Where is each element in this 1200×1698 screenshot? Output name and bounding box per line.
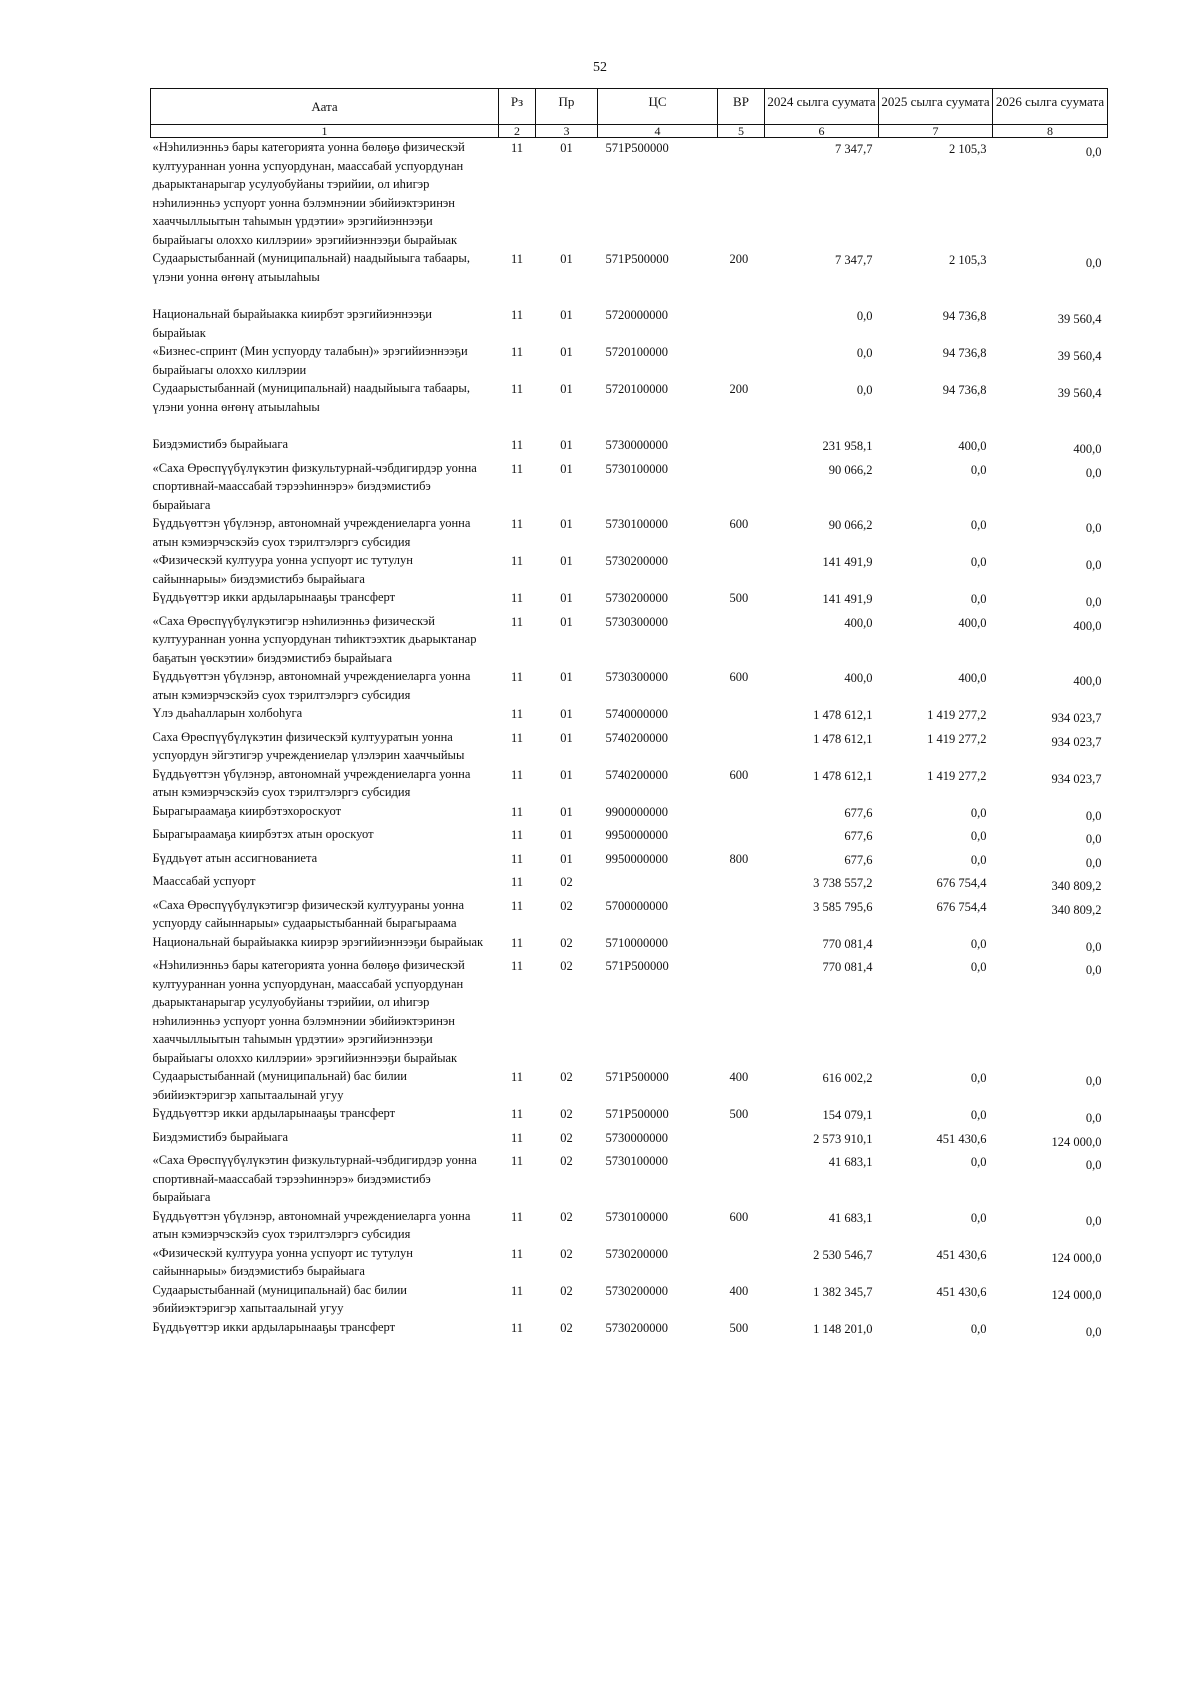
row-vr: 600 <box>729 1209 749 1224</box>
table-row <box>151 896 1108 933</box>
column-number: 8 <box>993 125 1108 138</box>
row-vr <box>718 933 765 957</box>
row-2026: 934 023,7 <box>1051 711 1102 725</box>
row-cs: 5730200000 <box>605 1246 668 1261</box>
row-vr: 500 <box>729 1320 749 1335</box>
row-2026: 39 560,4 <box>1057 386 1102 400</box>
row-name: Национальнай бырайыакка киирбэт эрэгийиэннээҕи бырайыак <box>152 307 432 340</box>
row-rz: 11 <box>510 252 524 266</box>
column-number: 4 <box>598 125 718 138</box>
row-2024: 7 347,7 <box>835 253 873 267</box>
row-2025: 676 754,4 <box>936 899 987 914</box>
row-2026: 0,0 <box>1085 855 1102 870</box>
row-name: «Саха Өрөспүүбүлүкэтигэр физическэй култуураны уонна успуорду сайыннарыы» судаарыстыбаннай бырагыраама <box>152 897 465 930</box>
row-rz: 11 <box>510 851 524 866</box>
row-name: Бырагыраамаҕа киирбэтэхороскуот <box>152 803 342 818</box>
row-2025: 0,0 <box>970 555 987 569</box>
row-2026: 39 560,4 <box>1057 312 1102 326</box>
row-name: Үлэ дьаһалларын холбоһуга <box>152 706 303 720</box>
table-row <box>151 1281 1108 1318</box>
row-pr: 01 <box>560 670 573 684</box>
row-vr <box>718 704 765 728</box>
row-2024: 1 478 612,1 <box>813 768 873 783</box>
row-name: Бүддьүөттэр икки ардыларынааҕы трансферт <box>152 1106 396 1120</box>
row-2024: 400,0 <box>844 615 873 630</box>
row-rz: 11 <box>510 804 524 819</box>
row-cs: 571P500000 <box>605 141 669 155</box>
row-name: Бырагыраамаҕа киирбэтэх атын ороскуот <box>152 827 374 841</box>
row-name: «Саха Өрөспүүбүлүкэтин физкультурнай-чэбдигирдэр уонна спортивнай-маассабай тэрээһиннэрэ» биэдэмистибэ бырайыага <box>152 1153 477 1204</box>
table-row <box>151 667 1108 704</box>
row-cs: 5730300000 <box>605 614 668 629</box>
row-2026: 0,0 <box>1085 1111 1102 1125</box>
row-cs: 5730100000 <box>605 517 668 531</box>
table-header-row <box>151 89 1108 125</box>
table-row <box>151 379 1108 435</box>
row-2025: 94 736,8 <box>942 383 987 397</box>
row-vr: 800 <box>729 851 749 866</box>
row-name: Бүддьүөт атын ассигнованиета <box>152 850 318 865</box>
row-name: «Физическэй култуура уонна успуорт ис тутулун сайыннарыы» биэдэмистибэ бырайыага <box>152 553 413 586</box>
row-pr: 01 <box>560 308 573 322</box>
table-row <box>151 249 1108 305</box>
row-2024: 770 081,4 <box>822 960 873 974</box>
row-cs: 5720100000 <box>605 382 668 396</box>
row-2026: 0,0 <box>1085 1213 1102 1228</box>
row-rz: 11 <box>510 1154 524 1168</box>
table-row <box>151 825 1108 849</box>
row-2026: 0,0 <box>1085 558 1102 572</box>
row-name: Национальнай бырайыакка киирэр эрэгийиэннээҕи бырайыак <box>152 934 484 949</box>
row-2025: 0,0 <box>970 1321 987 1336</box>
row-cs: 5730100000 <box>605 1154 668 1168</box>
row-vr <box>718 956 765 1067</box>
table-row <box>151 514 1108 551</box>
row-name: «Физическэй култуура уонна успуорт ис тутулун сайыннарыы» биэдэмистибэ бырайыага <box>152 1245 413 1278</box>
table-row <box>151 728 1108 765</box>
row-vr <box>718 1244 765 1281</box>
row-2025: 94 736,8 <box>942 346 987 360</box>
row-2025: 451 430,6 <box>936 1284 987 1299</box>
row-2024: 1 382 345,7 <box>813 1284 873 1299</box>
row-rz: 11 <box>510 828 524 842</box>
row-2026: 124 000,0 <box>1051 1134 1102 1149</box>
row-pr: 01 <box>560 614 573 629</box>
header-pr: Пр <box>536 89 598 125</box>
row-vr <box>718 825 765 849</box>
row-2026: 0,0 <box>1085 832 1102 846</box>
table-row <box>151 1318 1108 1342</box>
row-2026: 0,0 <box>1085 939 1102 954</box>
row-pr: 02 <box>560 1070 573 1084</box>
row-cs: 5730000000 <box>605 438 668 452</box>
row-pr: 02 <box>560 898 573 913</box>
row-cs: 5740000000 <box>605 707 668 721</box>
table-row <box>151 849 1108 873</box>
row-name: Бүддьүөттэн үбүлэнэр, автономнай учреждениеларга уонна атын кэмиэрчэскэйэ суох тэрилтэлэргэ субсидия <box>152 1208 471 1241</box>
row-cs: 571P500000 <box>605 959 669 973</box>
row-name: Бүддьүөттэр икки ардыларынааҕы трансферт <box>152 590 396 604</box>
row-2026: 340 809,2 <box>1051 902 1102 917</box>
row-2024: 1 478 612,1 <box>813 708 873 722</box>
table-row <box>151 872 1108 896</box>
table-row <box>151 956 1108 1067</box>
row-2026: 0,0 <box>1085 521 1102 535</box>
column-number: 2 <box>499 125 536 138</box>
row-2025: 451 430,6 <box>936 1131 987 1146</box>
column-number: 5 <box>718 125 765 138</box>
row-pr: 01 <box>560 461 573 476</box>
row-2026: 0,0 <box>1085 963 1102 977</box>
row-cs: 5730200000 <box>605 1283 668 1298</box>
row-2024: 90 066,2 <box>828 518 873 532</box>
row-2026: 0,0 <box>1085 256 1102 270</box>
row-vr <box>718 896 765 933</box>
row-vr <box>718 802 765 826</box>
row-rz: 11 <box>510 959 524 973</box>
column-number: 3 <box>536 125 598 138</box>
row-pr: 02 <box>560 1283 573 1298</box>
row-vr <box>718 612 765 668</box>
row-2024: 3 585 795,6 <box>813 899 873 914</box>
row-cs <box>598 872 718 896</box>
row-cs: 5730200000 <box>605 1320 668 1335</box>
row-cs: 5740200000 <box>605 767 668 782</box>
row-pr: 01 <box>560 252 573 266</box>
header-name: Аата <box>151 89 499 125</box>
row-name: Судаарыстыбаннай (муниципальнай) бас билии эбийиэктэригэр хапытаалынай угуу <box>152 1282 407 1315</box>
row-2025: 0,0 <box>970 592 987 606</box>
table-row <box>151 612 1108 668</box>
row-rz: 11 <box>510 898 524 913</box>
row-name: Биэдэмистибэ бырайыага <box>152 437 289 451</box>
row-vr <box>718 342 765 379</box>
row-rz: 11 <box>510 438 524 452</box>
table-row <box>151 1151 1108 1207</box>
row-pr: 02 <box>560 1209 573 1224</box>
row-pr: 01 <box>560 382 573 396</box>
row-2025: 0,0 <box>970 829 987 843</box>
row-name: Бүддьүөттэн үбүлэнэр, автономнай учреждениеларга уонна атын кэмиэрчэскэйэ суох тэрилтэлэргэ субсидия <box>152 669 471 702</box>
row-2025: 0,0 <box>970 852 987 867</box>
header-vr: ВР <box>718 89 765 125</box>
row-vr: 200 <box>729 382 749 396</box>
table-body <box>151 138 1108 1342</box>
row-pr: 01 <box>560 438 573 452</box>
row-2024: 41 683,1 <box>828 1210 873 1225</box>
row-2025: 400,0 <box>958 439 987 453</box>
row-rz: 11 <box>510 461 524 476</box>
row-2025: 0,0 <box>970 518 987 532</box>
row-2024: 2 573 910,1 <box>813 1131 873 1146</box>
row-2025: 0,0 <box>970 1108 987 1122</box>
table-row <box>151 933 1108 957</box>
row-vr <box>718 1128 765 1152</box>
row-rz: 11 <box>510 614 524 629</box>
row-cs: 5730200000 <box>605 554 668 568</box>
row-2025: 0,0 <box>970 1071 987 1085</box>
row-vr <box>718 728 765 765</box>
column-number-row <box>151 125 1108 138</box>
row-name: «Саха Өрөспүүбүлүкэтигэр нэһилиэнньэ физическэй култуураннан уонна успуордунан тиһиктээхтик дьарыктанар баҕатын үөскэтии» биэдэмистибэ бырайыага <box>152 613 477 665</box>
row-vr <box>718 1151 765 1207</box>
row-vr <box>718 459 765 515</box>
row-2024: 770 081,4 <box>822 936 873 951</box>
row-2024: 677,6 <box>844 805 873 820</box>
row-2025: 2 105,3 <box>949 142 987 156</box>
row-cs: 9900000000 <box>605 804 668 819</box>
table-row <box>151 1207 1108 1244</box>
row-vr <box>718 305 765 342</box>
row-name: Бүддьүөттэн үбүлэнэр, автономнай учреждениеларга уонна атын кэмиэрчэскэйэ суох тэрилтэлэргэ субсидия <box>152 766 471 799</box>
row-2025: 1 419 277,2 <box>927 768 987 783</box>
row-rz: 11 <box>510 345 524 359</box>
row-pr: 02 <box>560 1154 573 1168</box>
row-2025: 400,0 <box>958 615 987 630</box>
row-pr: 02 <box>560 1130 573 1145</box>
row-2025: 0,0 <box>970 960 987 974</box>
row-rz: 11 <box>510 1130 524 1145</box>
row-2024: 7 347,7 <box>835 142 873 156</box>
row-pr: 02 <box>560 959 573 973</box>
row-2024: 0,0 <box>856 346 873 360</box>
row-2025: 2 105,3 <box>949 253 987 267</box>
row-cs: 9950000000 <box>605 851 668 866</box>
row-name: «Бизнес-спринт (Мин успуорду талабын)» эрэгийиэннээҕи бырайыагы олоххо киллэрии <box>152 344 468 377</box>
column-number: 1 <box>151 125 499 138</box>
row-2024: 3 738 557,2 <box>813 876 873 890</box>
row-pr: 02 <box>560 1320 573 1335</box>
row-rz: 11 <box>510 1320 524 1335</box>
row-pr: 01 <box>560 828 573 842</box>
row-vr: 400 <box>729 1070 749 1084</box>
row-2024: 2 530 546,7 <box>813 1247 873 1262</box>
row-vr <box>718 872 765 896</box>
row-name: Судаарыстыбаннай (муниципальнай) бас билии эбийиэктэригэр хапытаалынай угуу <box>152 1069 407 1102</box>
row-vr: 200 <box>729 252 749 266</box>
row-vr <box>718 138 765 250</box>
row-2025: 1 419 277,2 <box>927 708 987 722</box>
row-2025: 94 736,8 <box>942 309 987 323</box>
row-vr <box>718 435 765 459</box>
row-cs: 5730300000 <box>605 670 668 684</box>
row-vr: 600 <box>729 767 749 782</box>
row-pr: 01 <box>560 591 573 605</box>
row-cs: 5730100000 <box>605 1209 668 1224</box>
row-2026: 0,0 <box>1085 465 1102 480</box>
row-2026: 124 000,0 <box>1051 1287 1102 1302</box>
row-2024: 141 491,9 <box>822 592 873 606</box>
row-pr: 01 <box>560 707 573 721</box>
row-2025: 0,0 <box>970 936 987 951</box>
row-2026: 0,0 <box>1085 145 1102 159</box>
row-name: Бүддьүөттэр икки ардыларынааҕы трансферт <box>152 1319 396 1334</box>
row-2024: 400,0 <box>844 671 873 685</box>
row-pr: 01 <box>560 767 573 782</box>
column-number: 7 <box>879 125 993 138</box>
row-rz: 11 <box>510 707 524 721</box>
row-pr: 01 <box>560 851 573 866</box>
row-name: «Нэһилиэнньэ бары категориятa уонна бөлөҕө физическэй култуураннан уонна успуордунан, маассабай успуордунан дьарыктанарыгар усулуобуйаны тэрийии, ол иһигэр нэһилиэнньэ успуорт уонна бэлэмнэнии эбийиэктэринэн хааччыллыытын таһымын үрдэтии» эрэгийиэннээҕи бырайыагы олоххо киллэрии» эрэгийиэннээҕи бырайыак <box>152 958 465 1065</box>
row-2024: 141 491,9 <box>822 555 873 569</box>
row-cs: 5740200000 <box>605 730 668 745</box>
row-name: Судаарыстыбаннай (муниципальнай) наадыйыыга табаары, үлэни уонна өҥөнү атыылаһыы <box>152 381 470 414</box>
row-2025: 676 754,4 <box>936 876 987 890</box>
header-rz: Рз <box>499 89 536 125</box>
row-cs: 571P500000 <box>605 252 669 266</box>
row-name: Бүддьүөттэн үбүлэнэр, автономнай учреждениеларга уонна атын кэмиэрчэскэйэ суох тэрилтэлэргэ субсидия <box>152 516 471 549</box>
row-cs: 5730100000 <box>605 461 668 476</box>
table-row <box>151 342 1108 379</box>
table-row <box>151 1128 1108 1152</box>
row-vr: 500 <box>729 591 749 605</box>
table-row <box>151 1067 1108 1104</box>
row-cs: 5730200000 <box>605 591 668 605</box>
row-name: Саха Өрөспүүбүлүкэтин физическэй култууратын уонна успуордун эйгэтигэр учреждениелар үлэлэрин хааччыйыы <box>152 729 465 762</box>
row-name: Биэдэмистибэ бырайыага <box>152 1129 289 1144</box>
table-row <box>151 1244 1108 1281</box>
row-2026: 39 560,4 <box>1057 349 1102 363</box>
row-2024: 41 683,1 <box>828 1155 873 1169</box>
row-cs: 5710000000 <box>605 935 668 950</box>
row-rz: 11 <box>510 1283 524 1298</box>
row-2025: 0,0 <box>970 805 987 820</box>
row-cs: 5700000000 <box>605 898 668 913</box>
row-2026: 0,0 <box>1085 1074 1102 1088</box>
budget-table <box>150 88 1108 1341</box>
header-2025: 2025 сылга суумата <box>879 89 993 125</box>
row-name: «Саха Өрөспүүбүлүкэтин физкультурнай-чэбдигирдэр уонна спортивнай-маассабай тэрээһиннэрэ» биэдэмистибэ бырайыага <box>152 460 477 512</box>
row-pr: 02 <box>560 935 573 950</box>
header-2024: 2024 сылга суумата <box>765 89 879 125</box>
row-rz: 11 <box>510 1246 524 1261</box>
row-cs: 571P500000 <box>605 1070 669 1084</box>
row-2026: 400,0 <box>1073 618 1102 633</box>
table-row <box>151 1104 1108 1128</box>
table-row <box>151 588 1108 612</box>
table-row <box>151 704 1108 728</box>
row-cs: 5720000000 <box>605 308 668 322</box>
row-cs: 5730000000 <box>605 1130 668 1145</box>
row-2024: 1 478 612,1 <box>813 731 873 746</box>
row-2024: 0,0 <box>856 309 873 323</box>
row-2025: 0,0 <box>970 462 987 477</box>
row-vr: 500 <box>729 1107 749 1121</box>
row-2025: 1 419 277,2 <box>927 731 987 746</box>
row-vr <box>718 551 765 588</box>
row-rz: 11 <box>510 591 524 605</box>
table-row <box>151 305 1108 342</box>
row-2026: 0,0 <box>1085 1158 1102 1172</box>
row-cs: 5720100000 <box>605 345 668 359</box>
table-row <box>151 802 1108 826</box>
table-row <box>151 435 1108 459</box>
row-2026: 0,0 <box>1085 595 1102 609</box>
row-pr: 01 <box>560 345 573 359</box>
row-rz: 11 <box>510 554 524 568</box>
row-pr: 01 <box>560 554 573 568</box>
table-row <box>151 765 1108 802</box>
row-rz: 11 <box>510 730 524 745</box>
row-pr: 02 <box>560 1246 573 1261</box>
row-pr: 01 <box>560 517 573 531</box>
row-vr: 600 <box>729 670 749 684</box>
row-rz: 11 <box>510 1107 524 1121</box>
row-2026: 934 023,7 <box>1051 734 1102 749</box>
row-2025: 0,0 <box>970 1210 987 1225</box>
row-2024: 616 002,2 <box>822 1071 873 1085</box>
row-rz: 11 <box>510 308 524 322</box>
header-cs: ЦС <box>598 89 718 125</box>
row-rz: 11 <box>510 1209 524 1224</box>
row-2024: 677,6 <box>844 852 873 867</box>
row-pr: 01 <box>560 141 573 155</box>
row-2026: 340 809,2 <box>1051 879 1102 893</box>
row-rz: 11 <box>510 935 524 950</box>
row-pr: 01 <box>560 804 573 819</box>
row-2024: 1 148 201,0 <box>813 1321 873 1336</box>
row-2025: 0,0 <box>970 1155 987 1169</box>
row-2026: 400,0 <box>1073 442 1102 456</box>
row-cs: 9950000000 <box>605 828 668 842</box>
row-cs: 571P500000 <box>605 1107 669 1121</box>
row-name: «Нэһилиэнньэ бары категориятa уонна бөлөҕө физическэй култуураннан уонна успуордунан, маассабай успуордунан дьарыктанарыгар усулуобуйаны тэрийии, ол иһигэр нэһилиэнньэ успуорт уонна бэлэмнэнии эбийиэктэринэн хааччыллыытын таһымын үрдэтии» эрэгийиэннээҕи бырайыагы олоххо киллэрии» эрэгийиэннээҕи бырайыак <box>152 140 465 247</box>
row-2026: 0,0 <box>1085 808 1102 823</box>
row-rz: 11 <box>510 382 524 396</box>
row-pr: 01 <box>560 730 573 745</box>
row-name: Судаарыстыбаннай (муниципальнай) наадыйыыга табаары, үлэни уонна өҥөнү атыылаһыы <box>152 251 470 284</box>
row-2025: 451 430,6 <box>936 1247 987 1262</box>
row-2024: 0,0 <box>856 383 873 397</box>
page-number: 52 <box>593 60 607 75</box>
row-vr: 600 <box>729 517 749 531</box>
row-name: Маассабай успуорт <box>152 874 256 888</box>
row-2026: 934 023,7 <box>1051 771 1102 786</box>
table-row <box>151 551 1108 588</box>
row-rz: 11 <box>510 1070 524 1084</box>
column-number: 6 <box>765 125 879 138</box>
table-row <box>151 459 1108 515</box>
row-rz: 11 <box>510 767 524 782</box>
row-vr: 400 <box>729 1283 749 1298</box>
row-rz: 11 <box>510 670 524 684</box>
row-2024: 90 066,2 <box>828 462 873 477</box>
row-rz: 11 <box>510 517 524 531</box>
row-2024: 677,6 <box>844 829 873 843</box>
header-2026: 2026 сылга суумата <box>993 89 1108 125</box>
row-pr: 02 <box>560 875 573 889</box>
row-2024: 154 079,1 <box>822 1108 873 1122</box>
table-row <box>151 138 1108 250</box>
row-2024: 231 958,1 <box>822 439 873 453</box>
row-2025: 400,0 <box>958 671 987 685</box>
row-pr: 02 <box>560 1107 573 1121</box>
row-rz: 11 <box>510 875 524 889</box>
row-2026: 0,0 <box>1085 1324 1102 1339</box>
row-2026: 400,0 <box>1073 674 1102 688</box>
row-2026: 124 000,0 <box>1051 1250 1102 1265</box>
row-rz: 11 <box>510 141 524 155</box>
